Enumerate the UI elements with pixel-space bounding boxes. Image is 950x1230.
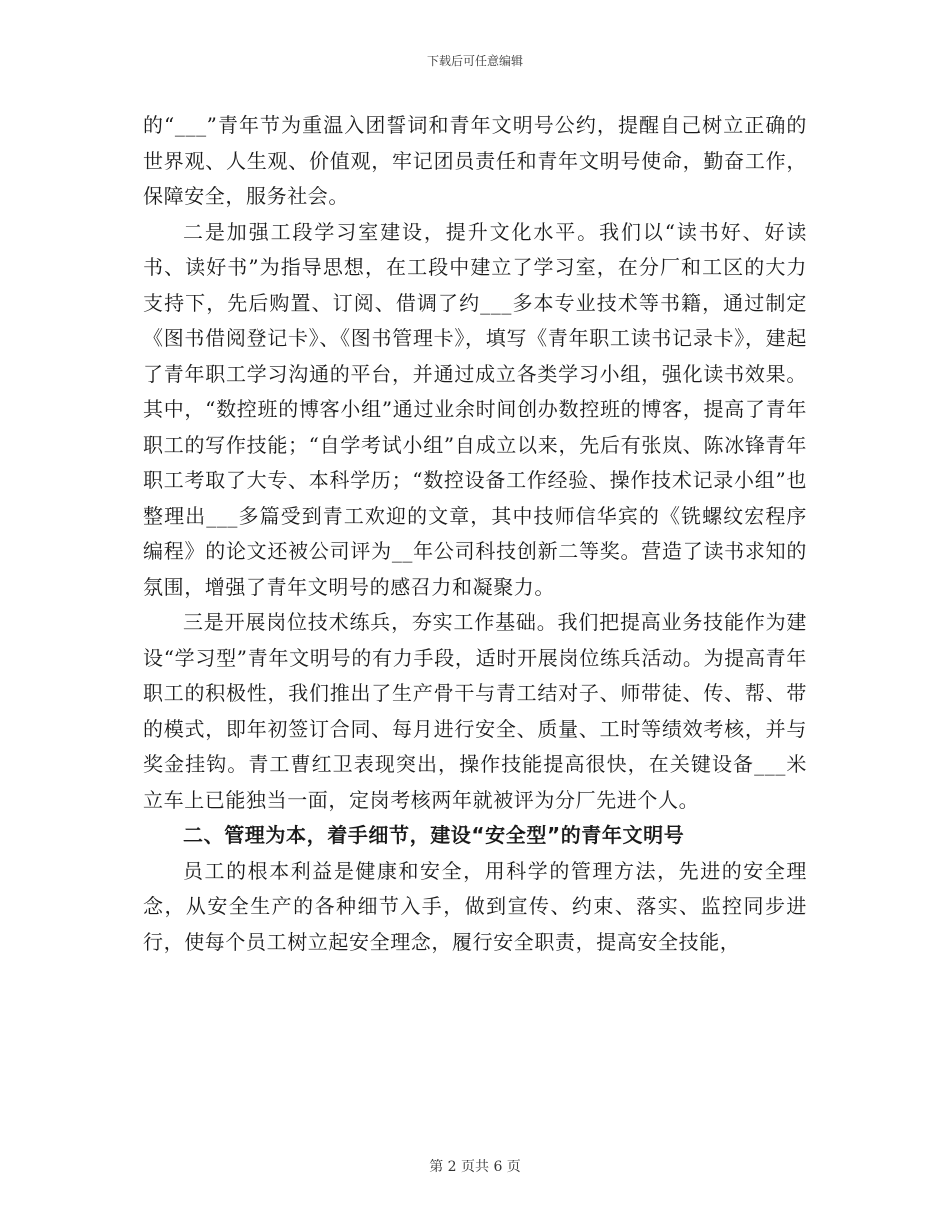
paragraph-study-room: 二是加强工段学习室建设，提升文化水平。我们以“读书好、好读书、读好书”为指导思想，在工段中建立了学习室，在分厂和工区的大力支持下，先后购置、订阅、借调了约___多本专业技术等书籍，通过制定《图书借阅登记卡》、《图书管理卡》，填写《青年职工读书记录卡》，建起了青年职工学习沟通的平台，并通过成立各类学习小组，强化读书效果。其中，“数控班的博客小组”通过业余时间创办数控班的博客，提高了青年职工的写作技能；“自学考试小组”自成立以来，先后有张岚、陈冰锋青年职工考取了大专、本科学历；“数控设备工作经验、操作技术记录小组”也整理出___多篇受到青工欢迎的文章，其中技师信华宾的《铣螺纹宏程序编程》的论文还被公司评为__年公司科技创新二等奖。营造了读书求知的氛围，增强了青年文明号的感召力和凝聚力。 — [143, 219, 807, 599]
page-header-note: 下载后可任意编辑 — [426, 54, 523, 68]
paragraph-continuation: 的“___”青年节为重温入团誓词和青年文明号公约，提醒自己树立正确的世界观、人生观、价值观，牢记团员责任和青年文明号使命，勤奋工作，保障安全，服务社会。 — [143, 113, 807, 208]
paragraph-skills-training: 三是开展岗位技术练兵，夯实工作基础。我们把提高业务技能作为建设“学习型”青年文明号的有力手段，适时开展岗位练兵活动。为提高青年职工的积极性，我们推出了生产骨干与青工结对子、师带徒、传、帮、带的模式，即年初签订合同、每月进行安全、质量、工时等绩效考核，并与奖金挂钩。青工曹红卫表现突出，操作技能提高很快，在关键设备___米立车上已能独当一面，定岗考核两年就被评为分厂先进个人。 — [143, 610, 807, 812]
page-number: 第 2 页共 6 页 — [429, 1159, 521, 1175]
document-body — [143, 108, 807, 960]
paragraph-safety: 员工的根本利益是健康和安全，用科学的管理方法，先进的安全理念，从安全生产的各种细节入手，做到宣传、约束、落实、监控同步进行，使每个员工树立起安全理念，履行安全职责，提高安全技能， — [143, 858, 807, 954]
section-heading: 二、管理为本，着手细节，建设“安全型”的青年文明号 — [183, 823, 685, 847]
